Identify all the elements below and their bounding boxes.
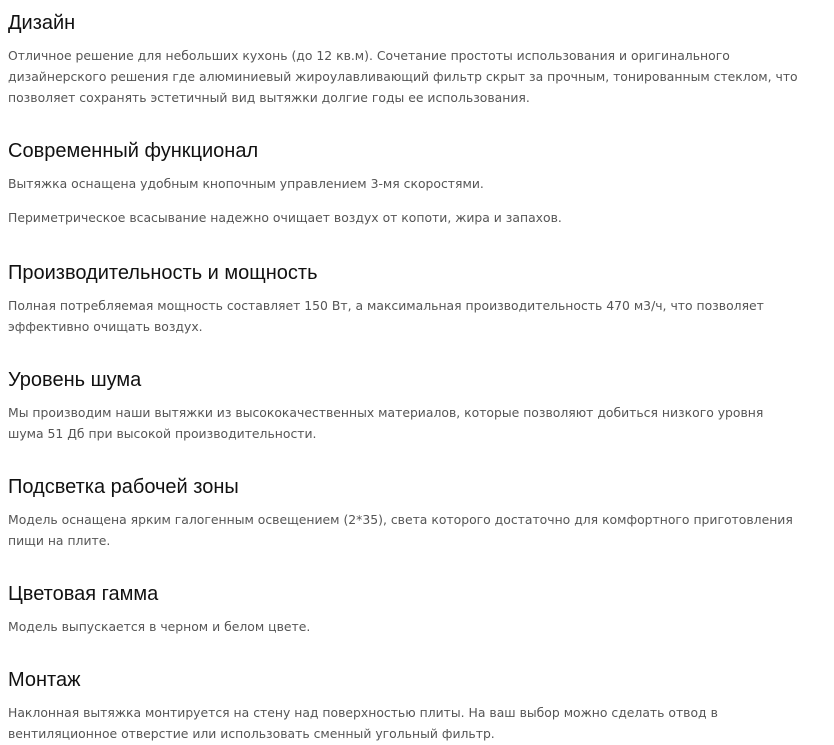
section-lighting (8, 475, 828, 551)
section-text: Отличное решение для небольших кухонь (до 12 кв.м). Сочетание простоты использования и оригинального дизайнерского решения где алюминиевый жироулавливающий фильтр скрыт за прочным, тонированным стеклом, что позволяет сохранять эстетичный вид вытяжки долгие годы ее использования. (8, 48, 798, 105)
section-mounting (8, 668, 828, 744)
section-text: Периметрическое всасывание надежно очищает воздух от копоти, жира и запахов. (8, 210, 562, 225)
section-colors (8, 582, 828, 637)
section-title: Дизайн (8, 12, 76, 34)
section-title: Уровень шума (8, 369, 142, 391)
section-text: Наклонная вытяжка монтируется на стену над поверхностью плиты. На ваш выбор можно сделать отвод в вентиляционное отверстие или использовать сменный угольный фильтр. (8, 705, 718, 741)
section-text: Вытяжка оснащена удобным кнопочным управлением 3-мя скоростями. (8, 176, 484, 191)
section-text: Модель выпускается в черном и белом цвете. (8, 619, 311, 634)
section-text: Модель оснащена ярким галогенным освещением (2*35), света которого достаточно для комфортного приготовления пищи на плите. (8, 512, 793, 548)
section-title: Цветовая гамма (8, 583, 159, 605)
section-design (8, 11, 828, 108)
section-functionality (8, 139, 828, 228)
section-title: Монтаж (8, 669, 81, 691)
section-title: Подсветка рабочей зоны (8, 476, 239, 498)
section-text: Полная потребляемая мощность составляет 150 Вт, а максимальная производительность 470 м3/ч, что позволяет эффективно очищать воздух. (8, 298, 764, 334)
section-title: Производительность и мощность (8, 262, 318, 284)
section-noise (8, 368, 828, 444)
section-title: Современный функционал (8, 140, 259, 162)
section-text: Мы производим наши вытяжки из высококачественных материалов, которые позволяют добиться низкого уровня шума 51 Дб при высокой производительности. (8, 405, 764, 441)
section-performance (8, 261, 828, 337)
